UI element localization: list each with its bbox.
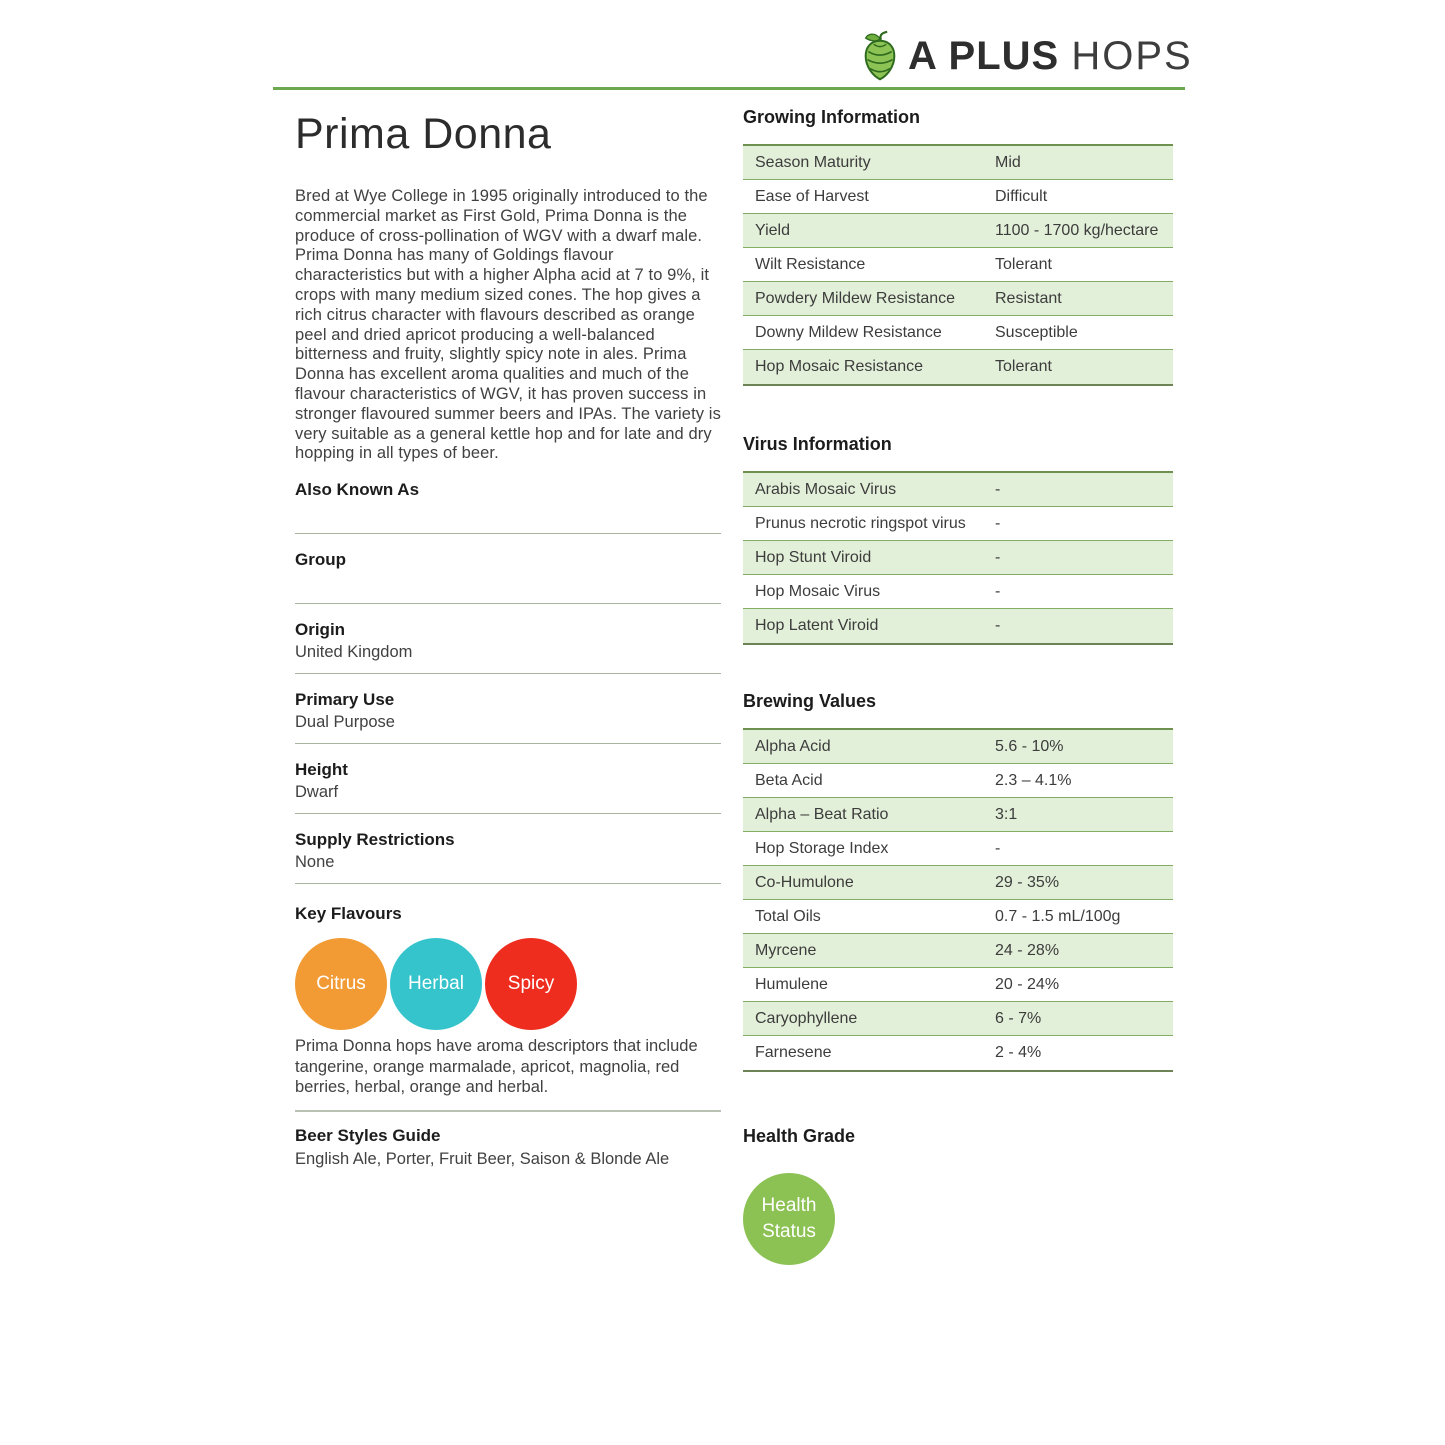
row-value: Resistant — [995, 289, 1062, 307]
flavour-circle-citrus — [295, 938, 387, 1030]
row-value: 29 - 35% — [995, 873, 1060, 891]
table-row — [743, 541, 1173, 575]
row-label: Farnesene — [755, 1044, 832, 1061]
profile-label: Origin — [295, 620, 346, 640]
virus-information-table — [743, 471, 1173, 645]
brand-name — [908, 34, 1193, 79]
table-row — [743, 282, 1173, 316]
growing-information-heading: Growing Information — [743, 107, 920, 127]
beer-styles-heading: Beer Styles Guide — [295, 1126, 441, 1146]
row-label: Total Oils — [755, 907, 821, 925]
row-label: Alpha Acid — [755, 737, 831, 755]
row-label: Hop Stunt Viroid — [755, 548, 872, 566]
flavour-label: Spicy — [507, 973, 555, 995]
row-value: 2.3 – 4.1% — [995, 771, 1072, 789]
profile-section — [295, 620, 721, 674]
table-row — [743, 764, 1173, 798]
row-label: Season Maturity — [755, 153, 871, 171]
aroma-description: Prima Donna hops have aroma descriptors that include tangerine, orange marmalade, apricot, magnolia, red berries, herbal, orange and herbal. — [295, 1037, 698, 1097]
flavour-circles — [295, 938, 721, 1030]
beer-styles-value: English Ale, Porter, Fruit Beer, Saison & Blonde Ale — [295, 1150, 670, 1169]
row-value: Difficult — [995, 187, 1048, 205]
row-value: - — [995, 839, 1001, 857]
profile-section — [295, 830, 721, 884]
row-label: Beta Acid — [755, 771, 823, 789]
table-row — [743, 1036, 1173, 1070]
divider — [295, 813, 721, 814]
row-value: Mid — [995, 153, 1021, 171]
health-grade-heading: Health Grade — [743, 1126, 856, 1146]
row-label: Alpha – Beat Ratio — [755, 805, 889, 823]
row-value: 5.6 - 10% — [995, 737, 1064, 755]
flavour-circle-spicy — [485, 938, 577, 1030]
row-label: Powdery Mildew Resistance — [755, 289, 956, 307]
row-label: Caryophyllene — [755, 1009, 858, 1027]
table-row — [743, 575, 1173, 609]
row-value: - — [995, 617, 1001, 635]
table-row — [743, 473, 1173, 507]
brand-logo — [860, 30, 1193, 82]
row-label: Humulene — [755, 975, 828, 993]
table-row — [743, 507, 1173, 541]
row-value: - — [995, 548, 1001, 566]
brewing-values-heading: Brewing Values — [743, 691, 877, 711]
row-label: Arabis Mosaic Virus — [755, 480, 897, 498]
profile-label: Supply Restrictions — [295, 830, 455, 850]
profile-value: United Kingdom — [295, 643, 413, 662]
left-column — [295, 110, 721, 1169]
table-row — [743, 798, 1173, 832]
table-row — [743, 866, 1173, 900]
divider — [295, 883, 721, 884]
table-row — [743, 316, 1173, 350]
row-label: Hop Latent Viroid — [755, 617, 879, 634]
flavour-label: Herbal — [408, 973, 464, 995]
flavour-circle-herbal — [390, 938, 482, 1030]
row-label: Hop Mosaic Resistance — [755, 358, 924, 375]
hop-cone-icon — [860, 30, 900, 82]
row-value: 20 - 24% — [995, 975, 1060, 993]
profile-section-list — [295, 480, 721, 884]
table-row — [743, 248, 1173, 282]
flavour-label: Citrus — [316, 973, 366, 995]
row-value: - — [995, 480, 1001, 498]
divider — [295, 743, 721, 744]
row-value: 3:1 — [995, 805, 1018, 823]
table-row — [743, 609, 1173, 643]
row-value: 1100 - 1700 kg/hectare — [995, 221, 1159, 239]
row-label: Hop Mosaic Virus — [755, 582, 881, 600]
table-row — [743, 934, 1173, 968]
table-row — [743, 968, 1173, 1002]
health-status-badge: Health Status — [743, 1173, 835, 1265]
row-label: Co-Humulone — [755, 873, 854, 891]
divider — [295, 603, 721, 604]
profile-value — [295, 573, 721, 594]
row-label: Prunus necrotic ringspot virus — [755, 514, 966, 532]
profile-value — [295, 503, 721, 524]
profile-label: Height — [295, 760, 348, 780]
right-column — [743, 107, 1173, 1265]
profile-section — [295, 550, 721, 604]
brewing-values-table — [743, 728, 1173, 1072]
profile-label: Primary Use — [295, 690, 395, 710]
variety-description: Bred at Wye College in 1995 originally introduced to the commercial market as First Gold, Prima Donna is the produce of cross-pollination of WGV with a dwarf male. Prima Donna has many of Goldings flavour characteristics but with a higher Alpha acid at 7 to 9%, it crops with many medium sized cones. The hop gives a rich citrus character with flavours described as orange peel and dried apricot producing a well-balanced bitterness and fruity, slightly spicy note in ales. Prima Donna has excellent aroma qualities and much of the flavour characteristics of WGV, it has proven success in stronger flavoured summer beers and IPAs. The variety is very suitable as a general kettle hop and for late and dry hopping in all types of beer. — [295, 187, 721, 463]
brand-name-light: HOPS — [1071, 33, 1193, 78]
table-row — [743, 214, 1173, 248]
table-row — [743, 900, 1173, 934]
row-value: 0.7 - 1.5 mL/100g — [995, 907, 1121, 925]
page-title: Prima Donna — [295, 110, 552, 158]
growing-information-table — [743, 144, 1173, 386]
row-label: Yield — [755, 221, 790, 239]
profile-value: Dual Purpose — [295, 713, 395, 732]
row-label: Ease of Harvest — [755, 187, 869, 205]
profile-section — [295, 690, 721, 744]
profile-label: Also Known As — [295, 480, 420, 500]
row-label: Wilt Resistance — [755, 255, 866, 273]
row-value: Tolerant — [995, 358, 1052, 376]
profile-label: Group — [295, 550, 346, 570]
divider — [295, 1110, 721, 1112]
row-value: 6 - 7% — [995, 1009, 1042, 1027]
row-value: 24 - 28% — [995, 941, 1060, 959]
key-flavours-heading: Key Flavours — [295, 904, 402, 924]
row-value: Susceptible — [995, 323, 1078, 341]
table-row — [743, 180, 1173, 214]
row-value: - — [995, 582, 1001, 600]
profile-value: Dwarf — [295, 783, 339, 802]
row-label: Downy Mildew Resistance — [755, 323, 942, 341]
virus-information-heading: Virus Information — [743, 434, 892, 454]
profile-section — [295, 760, 721, 814]
row-value: - — [995, 514, 1001, 532]
row-label: Myrcene — [755, 941, 817, 959]
header-divider — [273, 87, 1185, 90]
profile-value: None — [295, 853, 335, 872]
profile-section — [295, 480, 721, 534]
row-value: Tolerant — [995, 255, 1052, 273]
table-row — [743, 146, 1173, 180]
brand-name-bold: A PLUS — [908, 33, 1060, 78]
row-label: Hop Storage Index — [755, 839, 889, 857]
table-row — [743, 832, 1173, 866]
table-row — [743, 730, 1173, 764]
table-row — [743, 350, 1173, 384]
row-value: 2 - 4% — [995, 1044, 1042, 1062]
divider — [295, 533, 721, 534]
divider — [295, 673, 721, 674]
table-row — [743, 1002, 1173, 1036]
